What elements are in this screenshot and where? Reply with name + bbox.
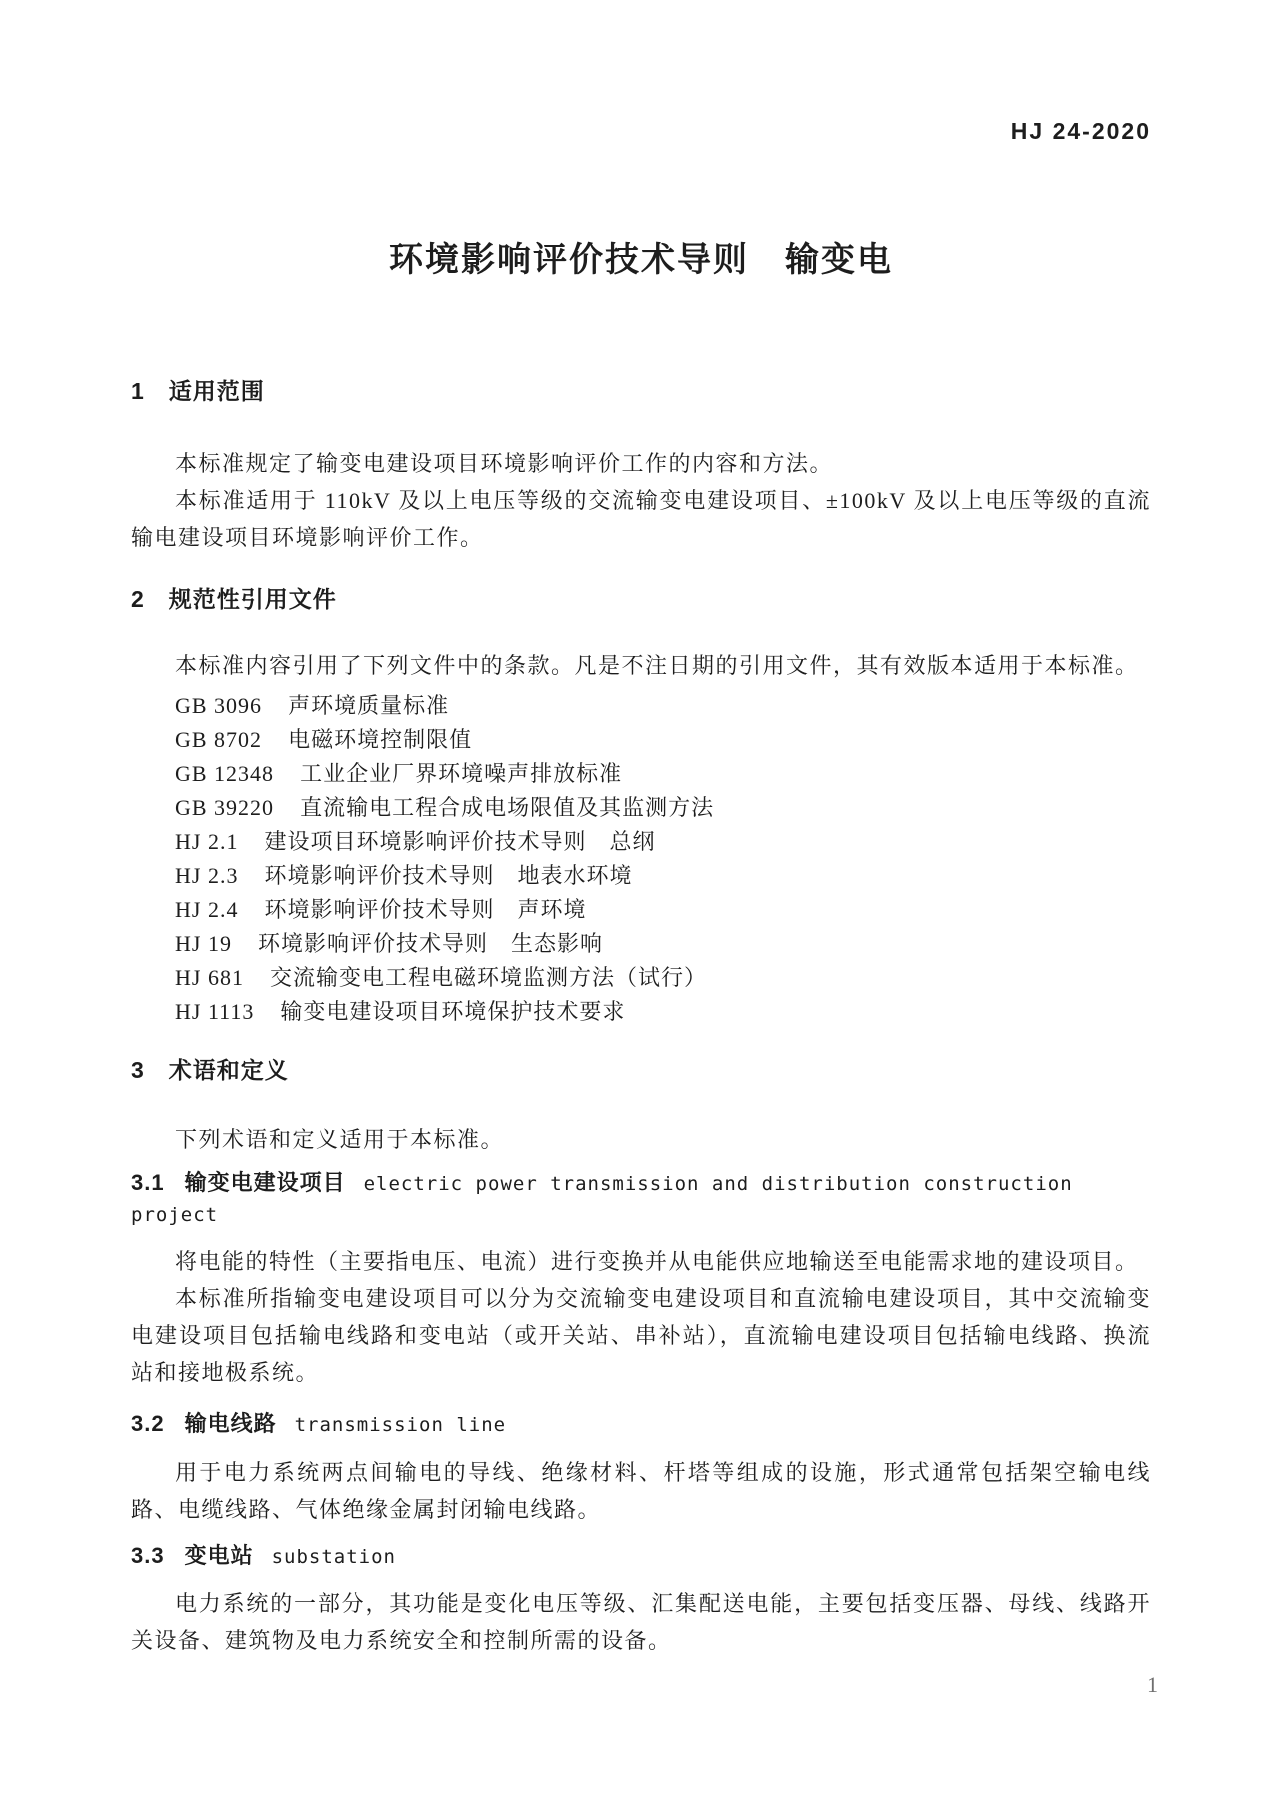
section-3-intro	[131, 1121, 1151, 1158]
section-2-heading	[131, 584, 1151, 614]
reference-item	[131, 927, 1151, 961]
section-1-title: 适用范围	[168, 378, 265, 404]
reference-item	[131, 689, 1151, 723]
term-3-1-body	[131, 1243, 1151, 1391]
reference-item	[131, 961, 1151, 995]
page-content	[131, 0, 1151, 1659]
term-en: electric power transmission and distribution construction project	[131, 1173, 1073, 1226]
term-3-1-heading	[131, 1168, 1151, 1230]
reference-code: HJ 2.4	[175, 897, 239, 922]
paragraph: 将电能的特性（主要指电压、电流）进行变换并从电能供应地输送至电能需求地的建设项目。	[175, 1249, 1139, 1274]
reference-name: 建设项目环境影响评价技术导则 总纲	[264, 829, 656, 854]
reference-code: GB 39220	[175, 795, 275, 820]
paragraph: 用于电力系统两点间输电的导线、绝缘材料、杆塔等组成的设施，形式通常包括架空输电线路、电缆线路、气体绝缘金属封闭输电线路。	[131, 1460, 1151, 1522]
reference-code: GB 3096	[175, 693, 263, 718]
section-3-number: 3	[131, 1057, 145, 1083]
term-number: 3.1	[131, 1170, 165, 1195]
term-zh: 变电站	[184, 1543, 254, 1568]
reference-item	[131, 995, 1151, 1029]
reference-code: HJ 681	[175, 965, 244, 990]
section-2-title: 规范性引用文件	[168, 586, 337, 612]
reference-item	[131, 791, 1151, 825]
section-2-intro	[131, 647, 1151, 684]
paragraph: 电力系统的一部分，其功能是变化电压等级、汇集配送电能，主要包括变压器、母线、线路开关设备、建筑物及电力系统安全和控制所需的设备。	[131, 1591, 1151, 1653]
term-en: transmission line	[294, 1414, 507, 1436]
reference-code: HJ 1113	[175, 999, 255, 1024]
term-zh: 输电线路	[184, 1411, 277, 1436]
term-3-3-body	[131, 1585, 1151, 1659]
reference-item	[131, 723, 1151, 757]
reference-name: 电磁环境控制限值	[288, 727, 473, 752]
reference-item	[131, 757, 1151, 791]
document-title: 环境影响评价技术导则 输变电	[389, 241, 893, 279]
reference-name: 直流输电工程合成电场限值及其监测方法	[300, 795, 715, 820]
section-1-body	[131, 445, 1151, 556]
term-zh: 输变电建设项目	[184, 1170, 346, 1195]
reference-code: HJ 2.1	[175, 829, 239, 854]
paragraph: 本标准内容引用了下列文件中的条款。凡是不注日期的引用文件，其有效版本适用于本标准。	[175, 653, 1139, 678]
standard-code: HJ 24-2020	[1010, 118, 1151, 144]
section-2-number: 2	[131, 586, 145, 612]
reference-code: HJ 2.3	[175, 863, 239, 888]
reference-item	[131, 893, 1151, 927]
section-3-title: 术语和定义	[168, 1057, 289, 1083]
term-3-3-heading	[131, 1541, 1151, 1572]
reference-code: HJ 19	[175, 931, 232, 956]
section-3-heading	[131, 1055, 1151, 1085]
reference-list	[131, 689, 1151, 1029]
reference-name: 交流输变电工程电磁环境监测方法（试行）	[269, 965, 707, 990]
reference-name: 环境影响评价技术导则 声环境	[264, 897, 587, 922]
page-number: 1	[1147, 1672, 1158, 1697]
term-number: 3.3	[131, 1543, 165, 1568]
paragraph: 本标准所指输变电建设项目可以分为交流输变电建设项目和直流输电建设项目，其中交流输变电建设项目包括输电线路和变电站（或开关站、串补站），直流输电建设项目包括输电线路、换流站和接地极系统。	[131, 1286, 1151, 1385]
reference-name: 声环境质量标准	[288, 693, 450, 718]
section-1-heading	[131, 376, 1151, 406]
paragraph: 下列术语和定义适用于本标准。	[175, 1127, 505, 1152]
reference-name: 环境影响评价技术导则 生态影响	[257, 931, 603, 956]
reference-name: 输变电建设项目环境保护技术要求	[280, 999, 626, 1024]
reference-item	[131, 825, 1151, 859]
reference-code: GB 8702	[175, 727, 263, 752]
paragraph: 本标准适用于 110kV 及以上电压等级的交流输变电建设项目、±100kV 及以上电压等级的直流输电建设项目环境影响评价工作。	[131, 488, 1151, 550]
term-en: substation	[271, 1546, 396, 1568]
term-3-2-body	[131, 1454, 1151, 1528]
reference-code: GB 12348	[175, 761, 275, 786]
reference-name: 环境影响评价技术导则 地表水环境	[264, 863, 633, 888]
section-1-number: 1	[131, 378, 145, 404]
paragraph: 本标准规定了输变电建设项目环境影响评价工作的内容和方法。	[175, 451, 834, 476]
term-number: 3.2	[131, 1411, 165, 1436]
reference-name: 工业企业厂界环境噪声排放标准	[300, 761, 623, 786]
term-3-2-heading	[131, 1409, 1151, 1440]
reference-item	[131, 859, 1151, 893]
